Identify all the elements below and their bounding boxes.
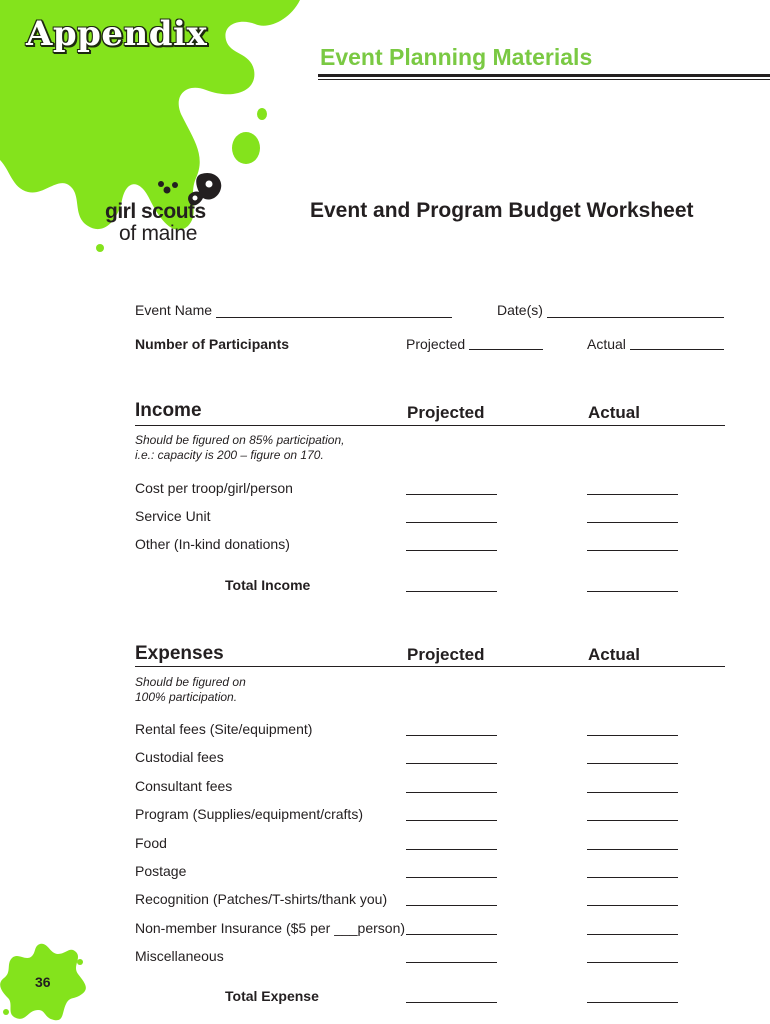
expenses-actual-field[interactable] (587, 877, 678, 878)
participants-actual-field[interactable] (630, 349, 724, 350)
participants-actual-label: Actual (587, 336, 626, 352)
income-actual-header: Actual (588, 403, 640, 422)
expenses-item-label: Consultant fees (135, 777, 233, 794)
logo-of-maine: of maine (119, 222, 198, 245)
expenses-rule (135, 666, 725, 667)
participants-label: Number of Participants (135, 336, 290, 352)
income-projected-field[interactable] (406, 494, 497, 495)
expenses-item-label: Miscellaneous (135, 948, 224, 965)
dates-label: Date(s) (497, 302, 543, 318)
expenses-projected-field[interactable] (406, 962, 497, 963)
event-name-field[interactable] (216, 317, 452, 318)
income-projected-field[interactable] (406, 522, 497, 523)
expenses-item-label: Postage (135, 863, 187, 879)
expenses-actual-field[interactable] (587, 962, 678, 963)
income-item-label: Other (In-kind donations) (135, 536, 290, 552)
expenses-actual-field[interactable] (587, 905, 678, 906)
expenses-note-line1: Should be figured on (135, 675, 246, 689)
expenses-heading: Expenses (135, 643, 224, 664)
participants-projected-field[interactable] (469, 349, 543, 350)
income-projected-header: Projected (407, 403, 485, 422)
event-name-label: Event Name (135, 302, 213, 318)
expenses-actual-field[interactable] (587, 735, 678, 736)
expenses-projected-field[interactable] (406, 934, 497, 935)
income-note-line2: i.e.: capacity is 200 – figure on 170. (135, 448, 324, 462)
income-actual-field[interactable] (587, 494, 678, 495)
income-actual-field[interactable] (587, 550, 678, 551)
document-title: Event and Program Budget Worksheet (310, 199, 694, 222)
page-number: 36 (35, 974, 51, 990)
expenses-item-label: Recognition (Patches/T-shirts/thank you) (135, 891, 388, 908)
expenses-actual-field[interactable] (587, 849, 678, 850)
appendix-label: Appendix (26, 14, 208, 54)
header-rule-thin (318, 79, 770, 80)
participants-projected-label: Projected (406, 336, 466, 352)
expenses-projected-field[interactable] (406, 820, 497, 821)
total-income-actual-field[interactable] (587, 591, 678, 592)
income-actual-field[interactable] (587, 522, 678, 523)
expenses-item-label: Custodial fees (135, 749, 224, 766)
expenses-projected-field[interactable] (406, 735, 497, 736)
expenses-item-label: Food (135, 834, 167, 851)
expenses-projected-field[interactable] (406, 905, 497, 906)
expenses-projected-field[interactable] (406, 763, 497, 764)
expenses-item-label: Program (Supplies/equipment/crafts) (135, 806, 363, 823)
expenses-projected-field[interactable] (406, 792, 497, 793)
logo-girl-scouts: girl scouts (105, 200, 206, 223)
income-rule (135, 425, 725, 426)
expenses-note-line2: 100% participation. (135, 690, 238, 704)
total-expense-projected-field[interactable] (406, 1002, 497, 1003)
dates-field[interactable] (547, 317, 724, 318)
income-note-line1: Should be figured on 85% participation, (135, 433, 345, 447)
expenses-projected-field[interactable] (406, 849, 497, 850)
income-item-label: Service Unit (135, 508, 211, 524)
header-rule (318, 74, 770, 77)
expenses-item-label: Non-member Insurance ($5 per ___person) (135, 919, 406, 936)
total-expense-actual-field[interactable] (587, 1002, 678, 1003)
expenses-actual-field[interactable] (587, 763, 678, 764)
total-income-label: Total Income (225, 577, 311, 593)
income-heading: Income (135, 400, 202, 421)
expenses-actual-field[interactable] (587, 820, 678, 821)
section-title: Event Planning Materials (320, 44, 593, 70)
expenses-projected-field[interactable] (406, 877, 497, 878)
expenses-actual-header: Actual (588, 645, 640, 664)
income-item-label: Cost per troop/girl/person (135, 480, 293, 496)
expenses-actual-field[interactable] (587, 792, 678, 793)
total-expense-label: Total Expense (225, 988, 319, 1004)
expenses-item-label: Rental fees (Site/equipment) (135, 721, 313, 737)
income-projected-field[interactable] (406, 550, 497, 551)
expenses-actual-field[interactable] (587, 934, 678, 935)
total-income-projected-field[interactable] (406, 591, 497, 592)
expenses-projected-header: Projected (407, 645, 485, 664)
